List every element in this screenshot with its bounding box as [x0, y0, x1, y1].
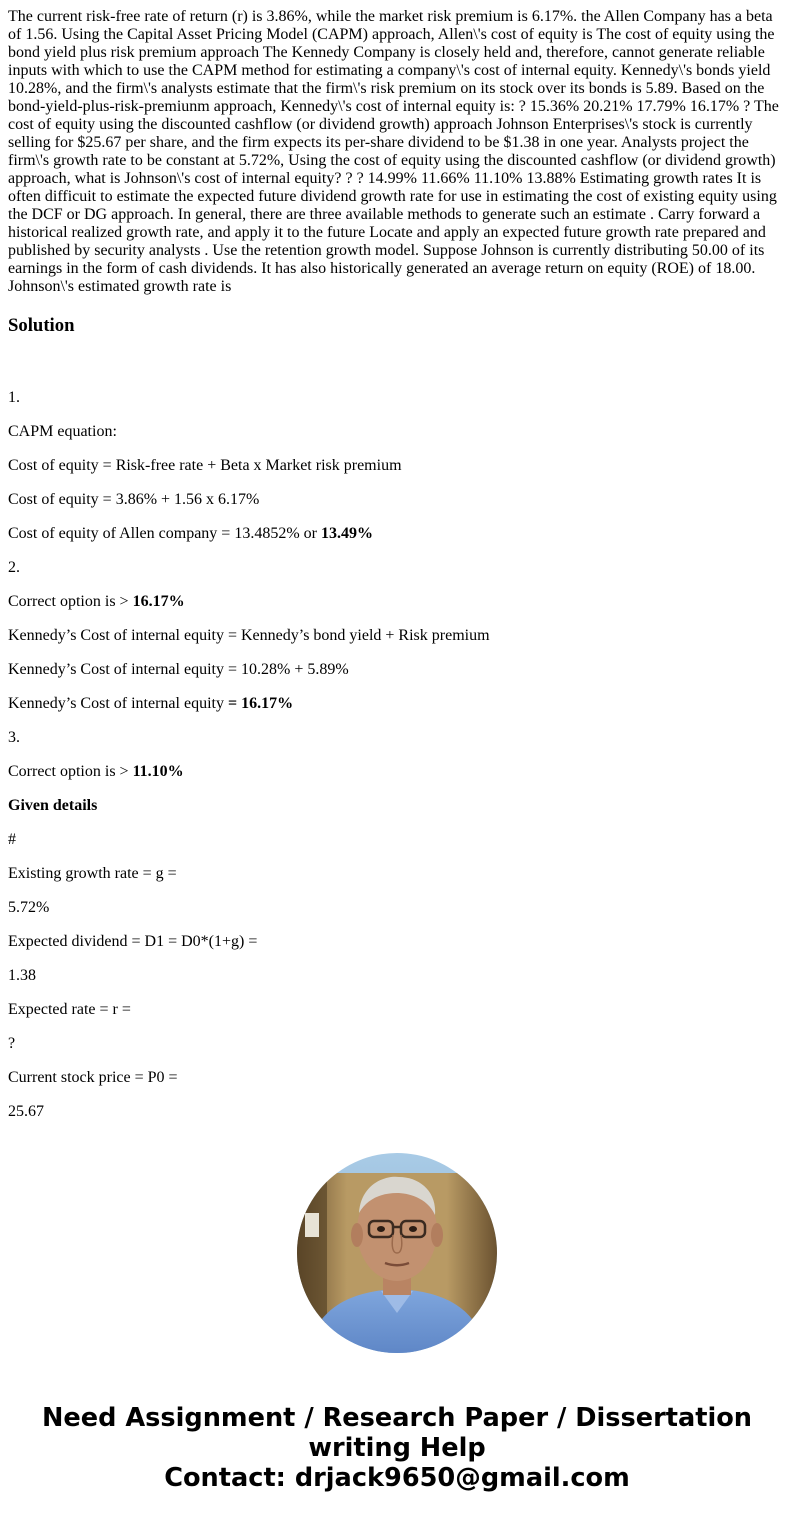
- rate-label: Expected rate = r =: [8, 1001, 131, 1018]
- part3-correct-text: Correct option is >: [8, 763, 133, 780]
- kennedy-result-text: Kennedy’s Cost of internal equity: [8, 695, 228, 712]
- question-text: The current risk-free rate of return (r) is 3.86%, while the market risk premium is 6.17%. the Allen Company has a beta of 1.56. Using the Capital Asset Pricing Model (CAPM) approach, Allen\'s cost of equity is The cost of equity using the bond yield plus risk premium approach The Kennedy Company is closely held and, therefore, cannot generate reliable inputs with which to use the CAPM method for estimating a company\'s cost of internal equity. Kennedy\'s bonds yield 10.28%, and the firm\'s analysts estimate that the firm\'s risk premium on its stock over its bonds is 5.89. Based on the bond-yield-plus-risk-premiunm approach, Kennedy\'s cost of internal equity is: ? 15.36% 20.21% 17.79% 16.17% ? The cost of equity using the discounted cashflow (or dividend growth) approach Johnson Enterprises\'s stock is currently selling for $25.67 per share, and the firm expects its per-share dividend to be $1.38 in one year. Analysts project the firm\'s growth rate to be constant at 5.72%, Using the cost of equity using the discounted cashflow (or dividend growth) approach, what is Johnson\'s cost of internal equity? ? ? 14.99% 11.66% 11.10% 13.88% Estimating growth rates It is often difficuit to estimate the expected future dividend growth rate for use in estimating the cost of existing equity using the DCF or DG approach. In general, there are three available methods to generate such an estimate . Carry forward a historical realized growth rate, and apply it to the future Locate and apply an expected future growth rate prepared and published by security analysts . Use the retention growth model. Suppose Johnson is currently distributing 50.00 of its earnings in the form of cash dividends. It has also historically generated an average return on equity (ROE) of 18.00. Johnson\'s estimated growth rate is: [8, 8, 779, 295]
- kennedy-formula: Kennedy’s Cost of internal equity = Kennedy’s bond yield + Risk premium: [8, 627, 490, 644]
- part2-correct-value: 16.17%: [132, 593, 185, 610]
- allen-result: [8, 525, 373, 543]
- price-value: 25.67: [8, 1103, 44, 1120]
- dividend-label: Expected dividend = D1 = D0*(1+g) =: [8, 933, 258, 950]
- dividend-value: 1.38: [8, 967, 36, 984]
- part2-number: 2.: [8, 559, 20, 576]
- allen-result-text: Cost of equity of Allen company = 13.4852% or: [8, 525, 321, 542]
- capm-substitution: Cost of equity = 3.86% + 1.56 x 6.17%: [8, 491, 260, 508]
- footer-contact-line: Contact: drjack9650@gmail.com: [164, 1463, 630, 1493]
- part2-correct-text: Correct option is >: [8, 593, 133, 610]
- kennedy-substitution: Kennedy’s Cost of internal equity = 10.28% + 5.89%: [8, 661, 349, 678]
- part3-correct-value: 11.10%: [132, 763, 184, 780]
- rate-value: ?: [8, 1035, 16, 1052]
- kennedy-result-value: = 16.17%: [227, 695, 294, 712]
- capm-label: CAPM equation:: [8, 423, 117, 440]
- capm-formula: Cost of equity = Risk-free rate + Beta x Market risk premium: [8, 457, 402, 474]
- author-avatar: [297, 1153, 497, 1353]
- kennedy-result: [8, 695, 293, 713]
- hash-marker: #: [8, 831, 16, 848]
- solution-heading: Solution: [8, 315, 75, 336]
- contact-footer: [0, 1403, 794, 1493]
- footer-line-1: Need Assignment / Research Paper / Dissertation: [41, 1403, 753, 1433]
- part2-correct-option: [8, 593, 185, 611]
- price-label: Current stock price = P0 =: [8, 1069, 178, 1086]
- part3-correct-option: [8, 763, 184, 781]
- given-details-heading: Given details: [8, 797, 98, 814]
- part3-number: 3.: [8, 729, 20, 746]
- growth-value: 5.72%: [8, 899, 50, 916]
- growth-label: Existing growth rate = g =: [8, 865, 177, 882]
- part1-number: 1.: [8, 389, 20, 406]
- allen-result-value: 13.49%: [320, 525, 373, 542]
- footer-line-2: writing Help: [308, 1433, 486, 1463]
- author-portrait-image: [297, 1153, 497, 1353]
